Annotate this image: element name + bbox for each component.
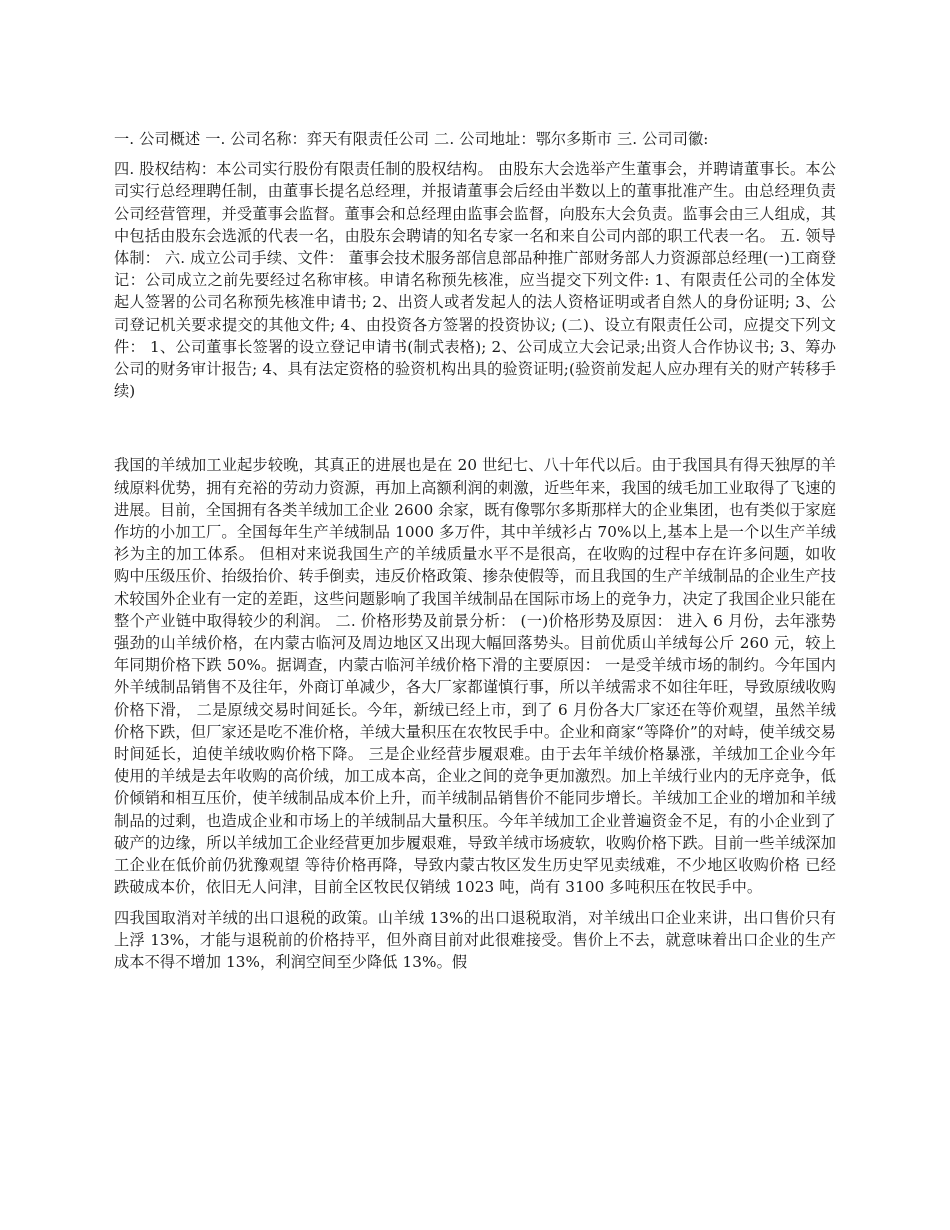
paragraph-company-overview: 一. 公司概述 一. 公司名称：弈天有限责任公司 二. 公司地址：鄂尔多斯市 三. 公司司徽: [114,130,709,148]
paragraph-equity-structure: 四. 股权结构：本公司实行股份有限责任制的股权结构。 由股东大会选举产生董事会，并聘请董事长。本公司实行总经理聘任制，由董事长提名总经理，并报请董事会后经由半数以上的董事批准产生。由总经理负责公司经营管理，并受董事会监督。董事会和总经理由监事会监督，向股东大会负责。监事会由三人组成，其中包括由股东会选派的代表一名，由股东会聘请的知名专家一名和来自公司内部的职工代表一名。 五. 领导体制： 六. 成立公司手续、文件： 董事会技术服务部信息部品种推广部财务部人力资源部总经理(一)工商登记：公司成立之前先要经过名称审核。申请名称预先核准，应当提交下列文件: 1、有限责任公司的全体发起人签署的公司名称预先核准申请书; 2、出资人或者发起人的法人资格证明或者自然人的身份证明; 3、公司登记机关要求提交的其他文件; 4、由投资各方签署的投资协议; (二)、设立有限责任公司，应提交下列文件： 1、公司董事长签署的设立登记申请书(制式表格); 2、公司成立大会记录;出资人合作协议书; 3、筹办公司的财务审计报告; 4、具有法定资格的验资机构出具的验资证明;(验资前发起人应办理有关的财产转移手续) [114,160,836,401]
paragraph-cashmere-industry: 我国的羊绒加工业起步较晚，其真正的进展也是在 20 世纪七、八十年代以后。由于我国具有得天独厚的羊绒原料优势，拥有充裕的劳动力资源，再加上高额利润的刺激，近些年来，我国的绒毛加工业取得了飞速的进展。目前，全国拥有各类羊绒加工企业 2600 余家，既有像鄂尔多斯那样大的企业集团，也有类似于家庭作坊的小加工厂。全国每年生产羊绒制品 1000 多万件，其中羊绒衫占 70%以上,基本上是一个以生产羊绒衫为主的加工体系。 但相对来说我国生产的羊绒质量水平不是很高，在收购的过程中存在许多问题，如收购中压级压价、抬级抬价、转手倒卖，违反价格政策、掺杂使假等，而且我国的生产羊绒制品的企业生产技术较国外企业有一定的差距，这些问题影响了我国羊绒制品在国际市场上的竞争力，决定了我国企业只能在整个产业链中取得较少的利润。 二. 价格形势及前景分析： (一)价格形势及原因： 进入 6 月份，去年涨势强劲的山羊绒价格，在内蒙古临河及周边地区又出现大幅回落势头。目前优质山羊绒每公斤 260 元，较上年同期价格下跌 50%。据调查，内蒙古临河羊绒价格下滑的主要原因： 一是受羊绒市场的制约。今年国内外羊绒制品销售不及往年，外商订单减少，各大厂家都谨慎行事，所以羊绒需求不如往年旺，导致原绒收购价格下滑， 二是原绒交易时间延长。今年，新绒已经上市，到了 6 月份各大厂家还在等价观望，虽然羊绒价格下跌，但厂家还是吃不准价格，羊绒大量积压在农牧民手中。企业和商家“等降价”的对峙，使羊绒交易时间延长，迫使羊绒收购价格下降。 三是企业经营步履艰难。由于去年羊绒价格暴涨，羊绒加工企业今年使用的羊绒是去年收购的高价绒，加工成本高，企业之间的竞争更加激烈。加上羊绒行业内的无序竞争，低价倾销和相互压价，使羊绒制品成本价上升，而羊绒制品销售价不能同步增长。羊绒加工企业的增加和羊绒制品的过剩，也造成企业和市场上的羊绒制品大量积压。今年羊绒加工企业普遍资金不足，有的小企业到了破产的边缘，所以羊绒加工企业经营更加步履艰难，导致羊绒市场疲软，收购价格下跌。目前一些羊绒深加工企业在低价前仍犹豫观望 等待价格再降，导致内蒙古牧区发生历史罕见卖绒难，不少地区收购价格 已经跌破成本价，依旧无人问津，目前全区牧民仅销绒 1023 吨，尚有 3100 多吨积压在牧民手中。 [114,456,836,897]
paragraph-export-tax-policy: 四我国取消对羊绒的出口退税的政策。山羊绒 13%的出口退税取消，对羊绒出口企业来讲，出口售价只有上浮 13%，才能与退税前的价格持平，但外商目前对此很难接受。售价上不去，就意味着出口企业的生产成本不得不增加 13%，利润空间至少降低 13%。假 [114,908,836,971]
document-page [114,128,836,973]
